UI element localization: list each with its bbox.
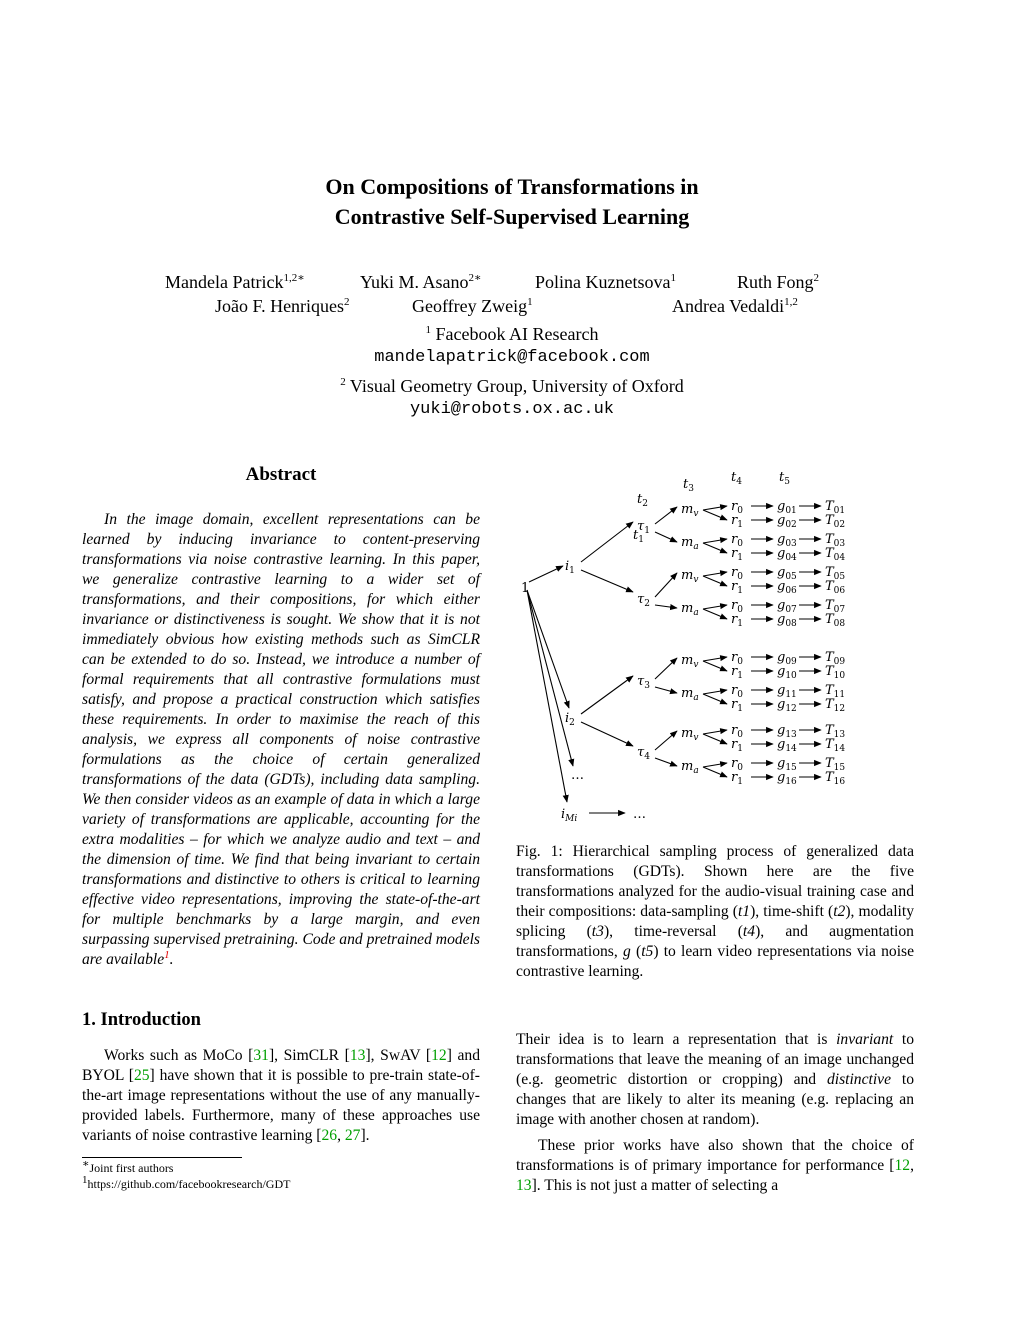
g-node: $g_{07}$ [777, 598, 797, 615]
edge [655, 731, 677, 750]
root-node: 1 [521, 581, 530, 596]
author: Andrea Vedaldi$^{1,2}$ [672, 296, 798, 316]
edge [655, 573, 677, 597]
T-node: $T_{01}$ [825, 499, 846, 516]
level-label-t3: $t_3$ [683, 477, 694, 494]
column2-paragraph-2: These prior works have also shown that the choice of transformations is of primary importance for performance [12, 13]. This is not just a matter of selecting a [516, 1137, 914, 1194]
modality-node: $m_a$ [681, 759, 699, 776]
edge [703, 657, 727, 661]
g-node: $g_{12}$ [777, 697, 797, 714]
T-node: $T_{15}$ [825, 756, 846, 773]
author: Polina Kuznetsova$^1$ [535, 272, 676, 292]
edge [703, 767, 727, 777]
edge [703, 661, 727, 671]
section-heading-introduction: 1. Introduction [82, 1010, 201, 1030]
trailing-ellipsis: … [633, 807, 646, 822]
T-node: $T_{08}$ [825, 612, 846, 629]
modality-node: $m_v$ [681, 653, 699, 670]
level-label-t4: $t_4$ [731, 470, 742, 487]
edge [527, 590, 567, 802]
edge [655, 507, 677, 524]
author: Ruth Fong$^2$ [737, 272, 820, 292]
affiliation-2: $^2$ Visual Geometry Group, University of Oxford [340, 376, 684, 396]
edge [703, 763, 727, 767]
citation-link[interactable]: 25 [133, 1067, 150, 1084]
reversal-node: $r_0$ [731, 683, 743, 700]
modality-node: $m_v$ [681, 726, 699, 743]
citation-link[interactable]: 31 [253, 1047, 269, 1064]
citation-link[interactable]: 27 [344, 1127, 361, 1144]
i-node: $i_1$ [565, 559, 575, 576]
author: Yuki M. Asano$^{2∗}$ [360, 272, 482, 292]
T-node: $T_{04}$ [825, 546, 846, 563]
reversal-node: $r_0$ [731, 499, 743, 516]
author: Mandela Patrick$^{1,2∗}$ [165, 272, 305, 292]
diagram-labels [521, 470, 845, 824]
modality-node: $m_a$ [681, 686, 699, 703]
paper-title [0, 172, 1024, 232]
column2-paragraph-1: Their idea is to learn a representation that is invariant to transformations that leave the meaning of an image unchanged (e.g. geometric distortion or cropping) and distinctive to changes that are likely to alter its meaning (e.g. replacing an image with another chosen at random). [516, 1031, 914, 1128]
edge [655, 605, 677, 608]
g-node: $g_{11}$ [777, 683, 797, 700]
reversal-node: $r_1$ [731, 513, 743, 530]
edge [703, 605, 727, 609]
citation-link[interactable]: 12 [431, 1047, 447, 1064]
edge [703, 543, 727, 553]
modality-node: $m_v$ [681, 502, 699, 519]
footnote-link[interactable]: 1 [164, 948, 170, 961]
edge [703, 506, 727, 510]
edge [703, 510, 727, 520]
T-node: $T_{03}$ [825, 532, 846, 549]
footnote-2: 1https://github.com/facebookresearch/GDT [82, 1174, 291, 1191]
edge [703, 539, 727, 543]
figure-1-caption: Fig. 1: Hierarchical sampling process of generalized data transformations (GDTs). Shown here are the five transformations analyzed for the audio-visual training case and their compositions: data-sampling (t1), time-shift (t2), modality splicing (t3), time-reversal (t4), and augmentation transformations, g (t5) to learn video representations via noise contrastive learning. [516, 843, 915, 980]
edge [581, 676, 633, 714]
g-node: $g_{09}$ [777, 650, 797, 667]
T-node: $T_{05}$ [825, 565, 846, 582]
reversal-node: $r_0$ [731, 650, 743, 667]
reversal-node: $r_1$ [731, 546, 743, 563]
i-node: $i_2$ [565, 711, 575, 728]
edge [655, 758, 677, 766]
T-node: $T_{02}$ [825, 513, 846, 530]
abstract-heading: Abstract [245, 464, 317, 485]
T-node: $T_{06}$ [825, 579, 846, 596]
i-node: $i_{Mi}$ [561, 807, 578, 824]
g-node: $g_{03}$ [777, 532, 797, 549]
modality-node: $m_a$ [681, 535, 699, 552]
citation-link[interactable]: 26 [321, 1127, 338, 1144]
T-node: $T_{10}$ [825, 664, 846, 681]
tau-node: $\tau_1$ [637, 519, 650, 536]
g-node: $g_{01}$ [777, 499, 797, 516]
edge [703, 734, 727, 744]
tau-node: $\tau_3$ [637, 674, 650, 691]
edge [581, 522, 633, 562]
edge [703, 576, 727, 586]
affiliation-1: $^1$ Facebook AI Research [425, 324, 599, 344]
modality-node: $m_v$ [681, 568, 699, 585]
reversal-node: $r_0$ [731, 532, 743, 549]
g-node: $g_{04}$ [777, 546, 797, 563]
T-node: $T_{11}$ [825, 683, 846, 700]
edge [529, 566, 563, 582]
footnote-1: ∗Joint first authors [82, 1158, 174, 1175]
edge [581, 570, 633, 592]
reversal-node: $r_1$ [731, 664, 743, 681]
edge [655, 687, 677, 693]
edge [703, 730, 727, 734]
g-node: $g_{06}$ [777, 579, 797, 596]
modality-node: $m_a$ [681, 601, 699, 618]
edge [703, 690, 727, 694]
g-node: $g_{02}$ [777, 513, 797, 530]
reversal-node: $r_0$ [731, 598, 743, 615]
T-node: $T_{14}$ [825, 737, 846, 754]
tau-node: $\tau_4$ [637, 745, 650, 762]
edge [581, 722, 633, 746]
citation-link[interactable]: 13 [349, 1047, 366, 1064]
reversal-node: $r_0$ [731, 756, 743, 773]
abstract-body: In the image domain, excellent representations can be learned by inducing invariance to content-preserving transformations via noise contrastive learning. In this paper, we generalize contrastive learning to a wider set of transformations, and their compositions, for which either invariance or distinctiveness is sought. We show that it is not immediately obvious how existing methods such as SimCLR can be extended to do so. Instead, we introduce a number of formal requirements that all contrastive formulations must satisfy, and propose a practical construction which satisfies these requirements. In order to maximise the reach of this analysis, we express all components of noise contrastive formulations as the choice of certain generalized transformations of the data (GDTs), including data sampling. We then consider videos as an example of data in which a large variety of transformations are applicable, accounting for the extra modalities – for which we analyze audio and text – and the dimension of time. We find that being invariant to certain transformations and distinctive to others is critical to learning effective video representations, improving the state-of-the-art for multiple benchmarks by a large margin, and even surpassing supervised pretraining. Code and pretrained models are available$^1$. [82, 511, 480, 968]
gdt-hierarchy-diagram [505, 466, 865, 826]
T-node: $T_{09}$ [825, 650, 846, 667]
reversal-node: $r_0$ [731, 723, 743, 740]
edge [527, 590, 569, 708]
level-label-t5: $t_5$ [779, 470, 790, 487]
edge [655, 532, 677, 542]
introduction-paragraph: Works such as MoCo [31], SimCLR [13], SwAV [12] and BYOL [25] have shown that it is possible to pre-train state-of-the-art image representations without the use of any manually-provided labels. Furthermore, many of these approaches use variants of noise contrastive learning [26, 27]. [82, 1047, 481, 1144]
T-node: $T_{16}$ [825, 770, 846, 787]
g-node: $g_{13}$ [777, 723, 797, 740]
T-node: $T_{07}$ [825, 598, 846, 615]
i-node-ellipsis: … [571, 768, 584, 783]
edge [703, 694, 727, 704]
tau-node: $\tau_2$ [637, 592, 650, 609]
footnote-divider [82, 1157, 242, 1158]
author: João F. Henriques$^2$ [215, 296, 350, 316]
g-node: $g_{16}$ [777, 770, 797, 787]
edge [527, 590, 573, 766]
edge [703, 572, 727, 576]
level-label-t2: $t_2$ [637, 492, 648, 509]
g-node: $g_{05}$ [777, 565, 797, 582]
g-node: $g_{14}$ [777, 737, 797, 754]
T-node: $T_{13}$ [825, 723, 846, 740]
reversal-node: $r_1$ [731, 579, 743, 596]
level-label-t1: $t_1$ [633, 528, 644, 545]
title-line-1: On Compositions of Transformations in [325, 174, 699, 199]
g-node: $g_{15}$ [777, 756, 797, 773]
reversal-node: $r_1$ [731, 737, 743, 754]
affiliation-2-email: yuki@robots.ox.ac.uk [409, 400, 615, 419]
title-line-2: Contrastive Self-Supervised Learning [334, 204, 690, 229]
reversal-node: $r_1$ [731, 612, 743, 629]
reversal-node: $r_1$ [731, 770, 743, 787]
reversal-node: $r_1$ [731, 697, 743, 714]
affiliation-1-email: mandelapatrick@facebook.com [374, 348, 650, 367]
citation-link[interactable]: 12 [894, 1157, 911, 1174]
citation-link[interactable]: 13 [516, 1177, 532, 1194]
author: Geoffrey Zweig$^1$ [412, 296, 533, 316]
g-node: $g_{08}$ [777, 612, 797, 629]
reversal-node: $r_0$ [731, 565, 743, 582]
edge [655, 658, 677, 679]
g-node: $g_{10}$ [777, 664, 797, 681]
edge [703, 609, 727, 619]
T-node: $T_{12}$ [825, 697, 846, 714]
